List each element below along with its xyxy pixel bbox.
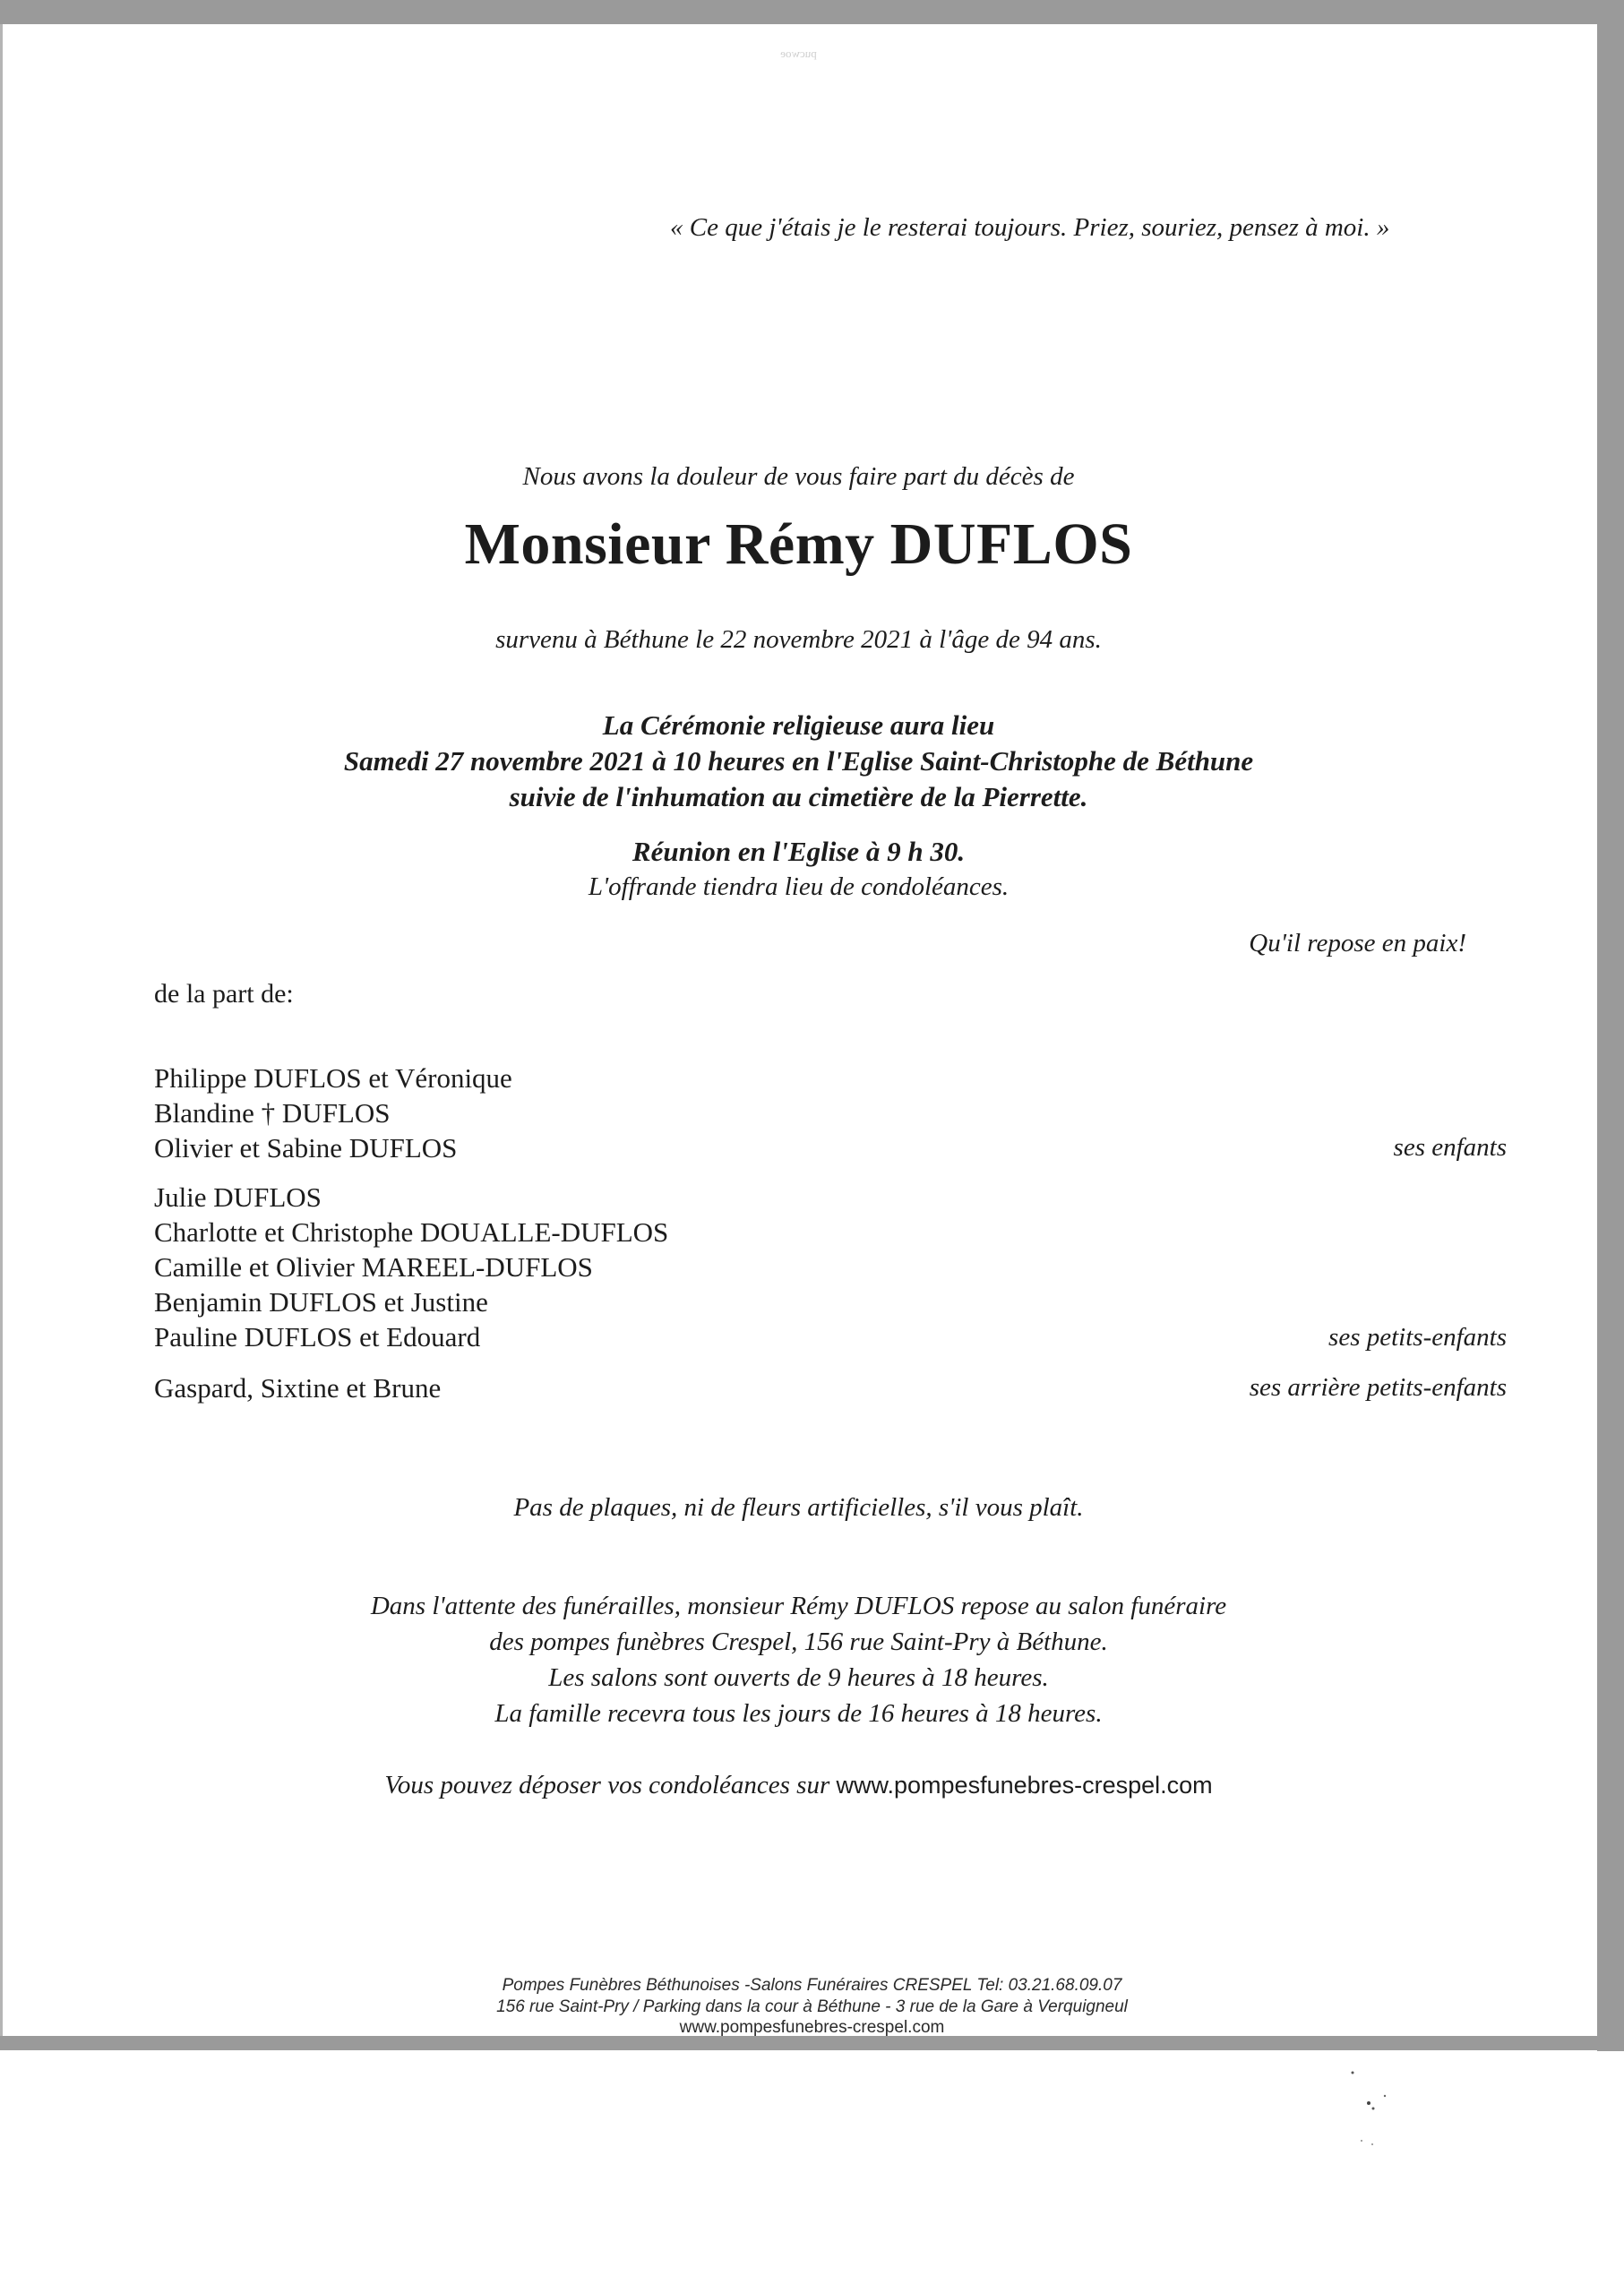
offering-note: L'offrande tiendra lieu de condoléances. xyxy=(588,872,1010,901)
mirrored-watermark: pucwoe xyxy=(780,47,817,60)
rest-in-peace: Qu'il repose en paix! xyxy=(1249,929,1466,958)
epigraph-quote: « Ce que j'étais je le resterai toujours. Priez, souriez, pensez à moi. » xyxy=(670,213,1390,242)
condolences-url[interactable]: www.pompesfunebres-crespel.com xyxy=(836,1772,1213,1799)
footer-website[interactable]: www.pompesfunebres-crespel.com xyxy=(679,2018,945,2037)
family-member: Julie DUFLOS xyxy=(154,1181,322,1213)
family-member: Pauline DUFLOS et Edouard xyxy=(154,1321,481,1353)
wake-line-4: La famille recevra tous les jours de 16 heures à 18 heures. xyxy=(494,1699,1103,1728)
passing-details: survenu à Béthune le 22 novembre 2021 à l'âge de 94 ans. xyxy=(495,625,1102,654)
wake-line-2: des pompes funèbres Crespel, 156 rue Saint-Pry à Béthune. xyxy=(489,1627,1108,1656)
announcement-line: Nous avons la douleur de vous faire part du décès de xyxy=(522,462,1075,491)
family-member: Gaspard, Sixtine et Brune xyxy=(154,1372,442,1404)
children-role: ses enfants xyxy=(1393,1133,1507,1162)
family-member: Camille et Olivier MAREEL-DUFLOS xyxy=(154,1251,593,1283)
footer-address: 156 rue Saint-Pry / Parking dans la cour à Béthune - 3 rue de la Gare à Verquigneul xyxy=(496,1997,1128,2016)
condolences-line xyxy=(0,1771,1597,1800)
footer-company: Pompes Funèbres Béthunoises -Salons Funéraires CRESPEL Tel: 03.21.68.09.07 xyxy=(502,1976,1122,1995)
scan-border-right xyxy=(1597,0,1624,2051)
no-plaques-request: Pas de plaques, ni de fleurs artificielles, s'il vous plaît. xyxy=(513,1493,1084,1522)
great-grandchildren-role: ses arrière petits-enfants xyxy=(1249,1373,1507,1402)
family-member: Philippe DUFLOS et Véronique xyxy=(154,1062,512,1094)
deceased-name: Monsieur Rémy DUFLOS xyxy=(464,511,1133,577)
grandchildren-role: ses petits-enfants xyxy=(1328,1323,1507,1352)
ceremony-line-2: Samedi 27 novembre 2021 à 10 heures en l'Eglise Saint-Christophe de Béthune xyxy=(343,745,1254,777)
ceremony-line-1: La Cérémonie religieuse aura lieu xyxy=(602,709,995,741)
condolences-text: Vous pouvez déposer vos condoléances sur xyxy=(384,1771,837,1799)
wake-line-1: Dans l'attente des funérailles, monsieur Rémy DUFLOS repose au salon funéraire xyxy=(370,1592,1227,1620)
scan-border-top xyxy=(0,0,1624,24)
scan-border-left xyxy=(0,24,3,2036)
family-member: Benjamin DUFLOS et Justine xyxy=(154,1286,488,1318)
reunion-time: Réunion en l'Eglise à 9 h 30. xyxy=(632,836,966,867)
family-member: Blandine † DUFLOS xyxy=(154,1097,391,1129)
wake-line-3: Les salons sont ouverts de 9 heures à 18 heures. xyxy=(548,1663,1049,1692)
ceremony-line-3: suivie de l'inhumation au cimetière de la Pierrette. xyxy=(509,781,1088,812)
from-label: de la part de: xyxy=(154,979,294,1009)
family-member: Charlotte et Christophe DOUALLE-DUFLOS xyxy=(154,1216,669,1248)
scan-border-bottom xyxy=(0,2036,1608,2050)
scan-specks xyxy=(1344,2069,1415,2150)
family-member: Olivier et Sabine DUFLOS xyxy=(154,1132,458,1164)
